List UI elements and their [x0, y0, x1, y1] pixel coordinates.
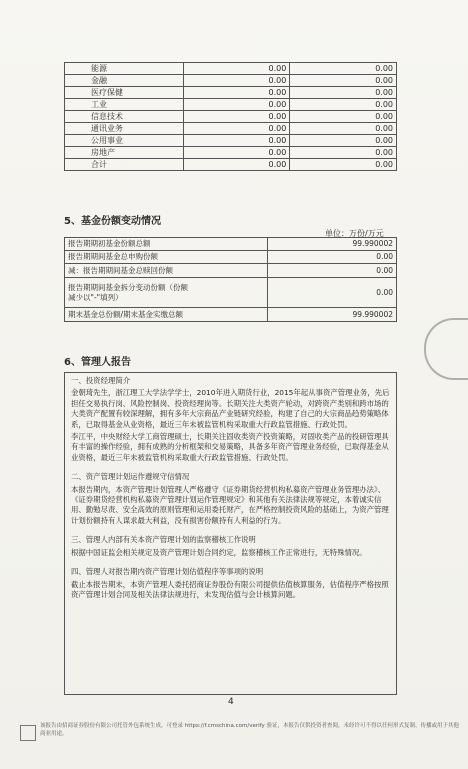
section-6-heading: 6、管理人报告	[64, 357, 131, 368]
industry-name: 金融	[65, 75, 184, 87]
row-value: 99.990002	[268, 308, 397, 322]
industry-value: 0.00	[290, 111, 397, 123]
industry-name: 工业	[65, 99, 184, 111]
row-label: 期末基金总份额/期末基金实缴总额	[65, 308, 268, 322]
row-value: 0.00	[268, 278, 397, 308]
industry-value: 0.00	[290, 135, 397, 147]
industry-name: 通讯业务	[65, 123, 184, 135]
sub-heading: 三、管理人内部有关本资产管理计划的监察稽核工作说明	[71, 535, 256, 545]
paragraph: 李江平，中央财经大学工商管理硕士，长期关注固收类资产投资策略，对固收类产品的投研管理具有丰富的操作经验，拥有成熟的分析框架和交易策略，具备多年资产管理业务经验，已取得基金从业资格，最近三年未被监管机构采取重大行政监管措施、行政处罚。	[71, 432, 389, 462]
industry-value: 0.00	[183, 87, 290, 99]
paragraph: 本报告期内，本资产管理计划管理人严格遵守《证券期货经营机构私募资产管理业务管理办法》、《证券期货经营机构私募资产管理计划运作管理规定》和其他有关法律法规等规定，本着诚实信用、勤勉尽责、安全高效的原则管理和运用委托财产，在严格控制投资风险的基础上，为资产管理计划份额持有人谋求最大利益，没有损害份额持有人利益的行为。	[71, 484, 389, 525]
industry-value: 0.00	[290, 87, 397, 99]
row-label: 报告期期间基金总申购份额	[65, 251, 268, 264]
industry-row	[65, 123, 397, 135]
industry-value: 0.00	[183, 147, 290, 159]
industry-name: 公用事业	[65, 135, 184, 147]
industry-row	[65, 99, 397, 111]
sub-heading: 一、投资经理简介	[71, 376, 131, 385]
page-number: 4	[228, 697, 234, 707]
seal-stamp	[424, 318, 468, 380]
paragraph: 金朝琦先生，浙江理工大学法学学士，2010年进入期货行业，2015年起从事资产管理业务，先后担任交易执行岗、风险控制岗、投资经理岗等。长期关注大类资产轮动，对跨资产类别和跨市场的大类资产配置有较深理解，拥有多年大宗商品产业链研究经验，构建了自己的大宗商品趋势策略体系，已取得基金从业资格，最近三年未被监管机构采取重大行政监管措施、行政处罚。	[71, 388, 390, 429]
fund-share-table	[64, 237, 397, 322]
footer-note: 该报告由招商证券股份有限公司托管外包系统生成，可登录 https://f.cmschina.com/verify 验证，本报告仅供投资者查阅，未经许可不得以任何形式复制、传播或用于其他商业用途。	[40, 723, 460, 737]
industry-value: 0.00	[290, 99, 397, 111]
sub-heading: 二、资产管理计划运作遵规守信情况	[71, 472, 190, 482]
industry-value: 0.00	[290, 75, 397, 87]
row-value: 0.00	[268, 251, 397, 264]
unit-label: 单位：万份/万元	[325, 229, 384, 238]
row-label-line1: 报告期期间基金拆分变动份额（份额	[68, 282, 188, 292]
industry-row	[65, 75, 397, 87]
industry-value: 0.00	[290, 123, 397, 135]
industry-row	[65, 135, 397, 147]
industry-row	[65, 159, 397, 171]
industry-value: 0.00	[183, 63, 290, 75]
row-value: 0.00	[268, 264, 397, 278]
row-label	[65, 278, 268, 308]
industry-value: 0.00	[183, 135, 290, 147]
section-5-heading: 5、基金份额变动情况	[64, 216, 161, 227]
row-label: 减：报告期期间基金总赎回份额	[65, 264, 268, 278]
manager-report-box	[64, 372, 397, 695]
row-label: 报告期期初基金份额总额	[65, 238, 268, 251]
industry-value: 0.00	[183, 159, 290, 171]
industry-value: 0.00	[183, 123, 290, 135]
industry-value: 0.00	[290, 159, 397, 171]
sub-heading: 四、管理人对报告期内资产管理计划估值程序等事项的说明	[71, 567, 264, 577]
industry-name: 能源	[65, 63, 184, 75]
industry-name: 信息技术	[65, 111, 184, 123]
paragraph: 截止本报告期末，本资产管理人委托招商证券股份有限公司提供估值核算服务，估值程序严格按照资产管理计划合同及相关法律法规进行，未发现估值与会计核算问题。	[71, 579, 389, 599]
industry-name: 医疗保健	[65, 87, 184, 99]
industry-row	[65, 63, 397, 75]
industry-value: 0.00	[183, 75, 290, 87]
industry-row	[65, 147, 397, 159]
paragraph: 根据中国证监会相关规定及资产管理计划合同约定，监察稽核工作正常进行，无特殊情况。	[71, 547, 367, 557]
row-value: 99.990002	[268, 238, 397, 251]
row-label-line2: 减少以"-"填列）	[68, 292, 123, 302]
industry-row	[65, 111, 397, 123]
industry-value: 0.00	[290, 63, 397, 75]
industry-value: 0.00	[183, 99, 290, 111]
industry-name: 合计	[65, 159, 184, 171]
industry-table	[64, 62, 397, 171]
industry-row	[65, 87, 397, 99]
industry-value: 0.00	[290, 147, 397, 159]
industry-name: 房地产	[65, 147, 184, 159]
industry-value: 0.00	[183, 111, 290, 123]
